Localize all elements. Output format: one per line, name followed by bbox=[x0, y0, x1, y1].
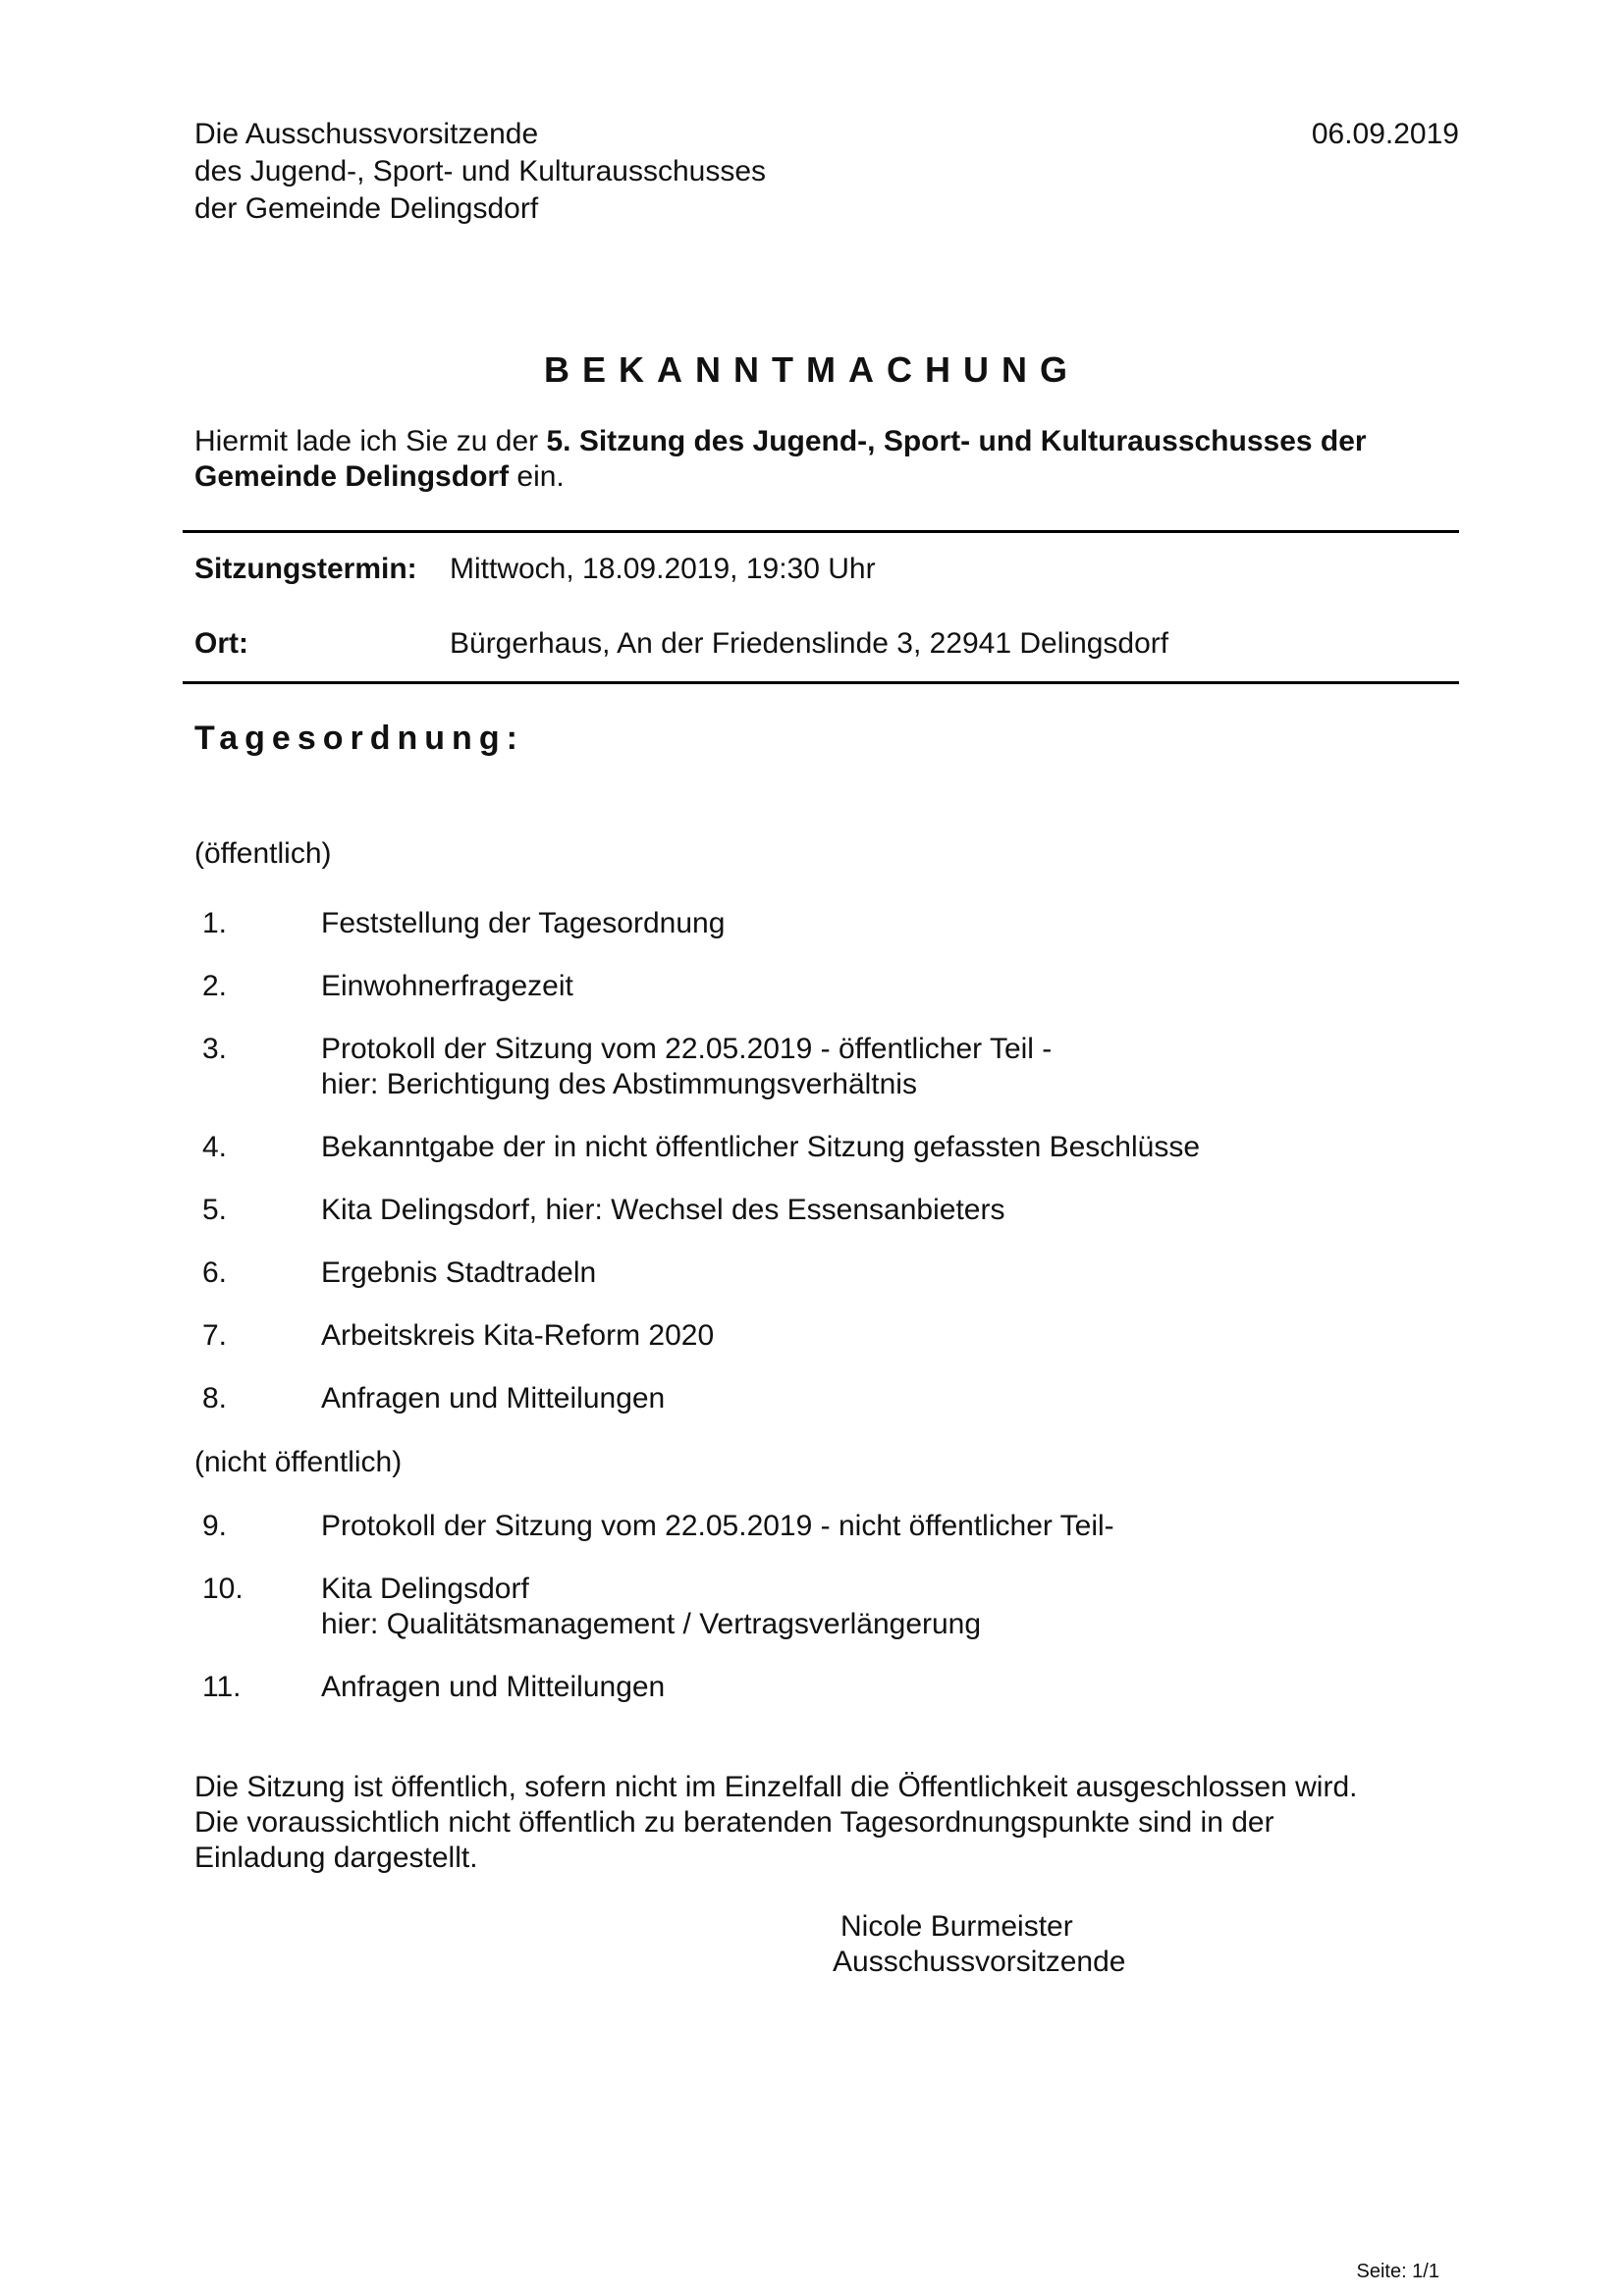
signature-name: Nicole Burmeister bbox=[840, 1910, 1073, 1943]
intro-bold-1: 5. Sitzung des Jugend-, Sport- und Kulturausschusses der bbox=[546, 425, 1367, 457]
termin-value: Mittwoch, 18.09.2019, 19:30 Uhr bbox=[450, 553, 876, 585]
agenda-item-number: 10. bbox=[202, 1573, 244, 1605]
agenda-item-text: Anfragen und Mitteilungen bbox=[321, 1382, 666, 1415]
agenda-item-number: 4. bbox=[202, 1131, 228, 1163]
agenda-item-text: Feststellung der Tagesordnung bbox=[321, 907, 726, 939]
sender-line: Die Ausschussvorsitzende bbox=[194, 118, 539, 150]
footer-line: Die voraussichtlich nicht öffentlich zu beratenden Tagesordnungspunkte sind in der bbox=[194, 1806, 1274, 1839]
nonpublic-section-label: (nicht öffentlich) bbox=[194, 1446, 403, 1478]
agenda-item-text: Anfragen und Mitteilungen bbox=[321, 1671, 666, 1703]
sender-line: der Gemeinde Delingsdorf bbox=[194, 192, 539, 225]
agenda-item-subtext: hier: Berichtigung des Abstimmungsverhältnis bbox=[321, 1068, 917, 1100]
intro-suffix: ein. bbox=[509, 460, 565, 493]
ort-value: Bürgerhaus, An der Friedenslinde 3, 22941 Delingsdorf bbox=[450, 627, 1169, 660]
agenda-item-text: Protokoll der Sitzung vom 22.05.2019 - nicht öffentlicher Teil- bbox=[321, 1510, 1114, 1542]
agenda-item-text: Kita Delingsdorf bbox=[321, 1573, 529, 1605]
intro-prefix: Hiermit lade ich Sie zu der bbox=[194, 425, 547, 457]
agenda-item-number: 5. bbox=[202, 1194, 228, 1226]
document-title: BEKANNTMACHUNG bbox=[544, 349, 1080, 390]
public-section-label: (öffentlich) bbox=[194, 837, 332, 870]
agenda-item-text: Kita Delingsdorf, hier: Wechsel des Essensanbieters bbox=[321, 1194, 1005, 1226]
agenda-item-number: 6. bbox=[202, 1256, 228, 1289]
footer-line: Die Sitzung ist öffentlich, sofern nicht im Einzelfall die Öffentlichkeit ausgeschlossen wird. bbox=[194, 1771, 1358, 1803]
bottom-divider bbox=[183, 681, 1459, 684]
top-divider bbox=[183, 530, 1459, 533]
signature-role: Ausschussvorsitzende bbox=[833, 1946, 1126, 1978]
sender-line: des Jugend-, Sport- und Kulturausschusses bbox=[194, 155, 766, 187]
termin-label: Sitzungstermin: bbox=[194, 553, 417, 585]
agenda-item-text: Einwohnerfragezeit bbox=[321, 970, 573, 1002]
agenda-item-number: 7. bbox=[202, 1319, 228, 1352]
sender-block bbox=[194, 117, 766, 229]
page-number: Seite: 1/1 bbox=[1356, 2261, 1439, 2282]
agenda-heading: Tagesordnung: bbox=[194, 720, 524, 757]
agenda-item-number: 3. bbox=[202, 1033, 228, 1065]
agenda-item-text: Bekanntgabe der in nicht öffentlicher Sitzung gefassten Beschlüsse bbox=[321, 1131, 1201, 1163]
footer-line: Einladung dargestellt. bbox=[194, 1842, 478, 1874]
agenda-item-number: 1. bbox=[202, 907, 228, 939]
ort-label: Ort: bbox=[194, 627, 248, 660]
agenda-item-text: Ergebnis Stadtradeln bbox=[321, 1256, 597, 1289]
document-date: 06.09.2019 bbox=[1311, 118, 1459, 150]
agenda-item-subtext: hier: Qualitätsmanagement / Vertragsverlängerung bbox=[321, 1608, 982, 1640]
agenda-item-number: 2. bbox=[202, 970, 228, 1002]
agenda-item-number: 8. bbox=[202, 1382, 228, 1415]
agenda-item-number: 9. bbox=[202, 1510, 228, 1542]
agenda-item-number: 11. bbox=[202, 1671, 242, 1703]
intro-bold-2: Gemeinde Delingsdorf bbox=[194, 460, 510, 493]
intro-paragraph bbox=[194, 424, 1471, 495]
agenda-item-text: Arbeitskreis Kita-Reform 2020 bbox=[321, 1319, 715, 1352]
agenda-item-text: Protokoll der Sitzung vom 22.05.2019 - öffentlicher Teil - bbox=[321, 1033, 1053, 1065]
